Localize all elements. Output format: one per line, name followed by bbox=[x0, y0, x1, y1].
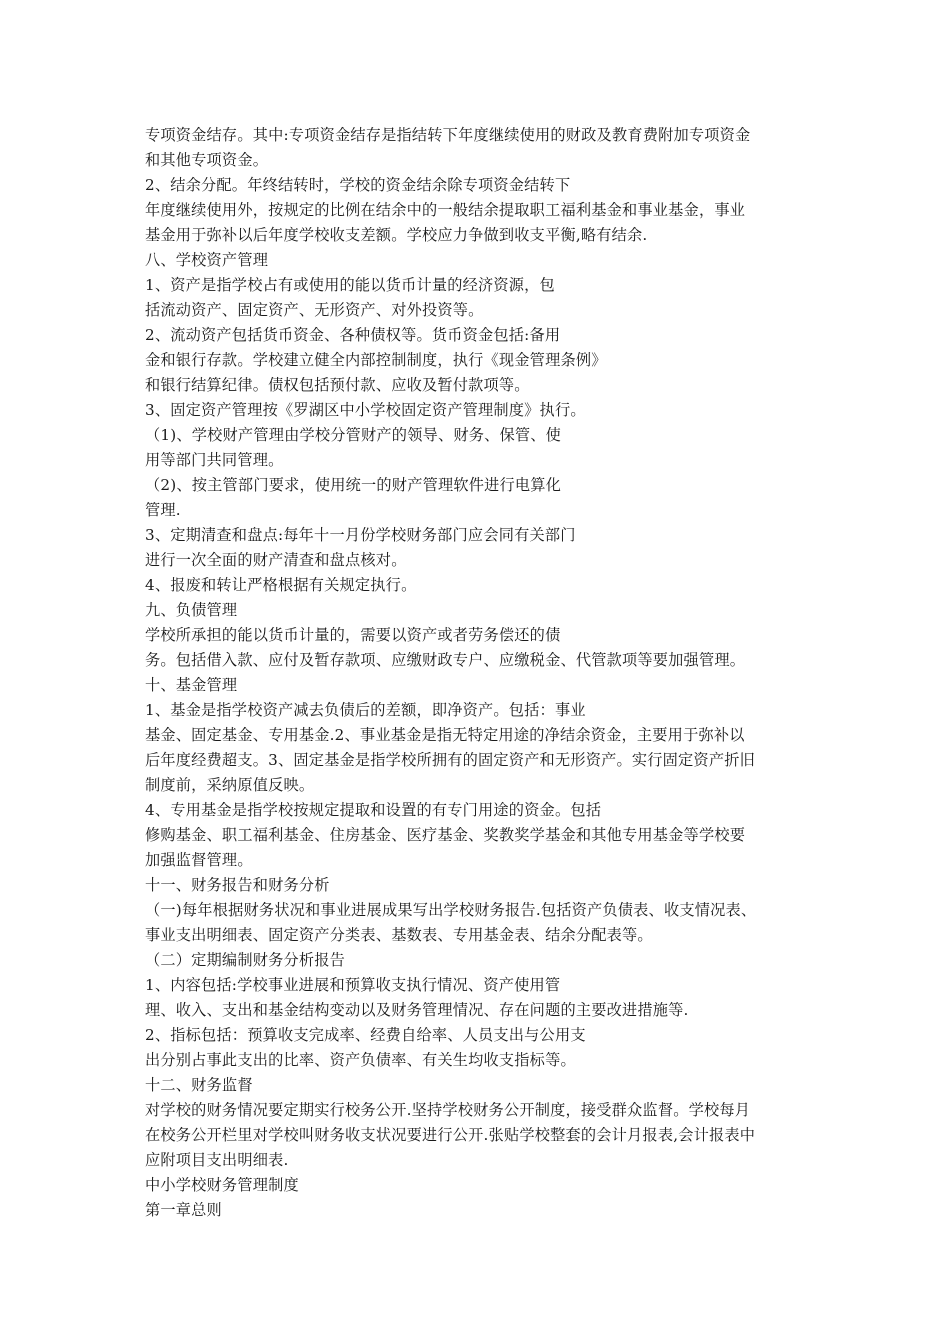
text-line: （一)每年根据财务状况和事业进展成果写出学校财务报告.包括资产负债表、收支情况表、 bbox=[145, 901, 757, 919]
text-line: 和银行结算纪律。债权包括预付款、应收及暂付款项等。 bbox=[145, 376, 530, 394]
text-line: 4、报废和转让严格根据有关规定执行。 bbox=[145, 576, 417, 594]
text-line: 年度继续使用外，按规定的比例在结余中的一般结余提取职工福利基金和事业基金，事业 bbox=[145, 201, 746, 219]
text-line: 进行一次全面的财产清查和盘点核对。 bbox=[145, 551, 407, 569]
text-line: 括流动资产、固定资产、无形资产、对外投资等。 bbox=[145, 301, 484, 319]
text-line: 十一、财务报告和财务分析 bbox=[145, 876, 330, 894]
text-line: 修购基金、职工福利基金、住房基金、医疗基金、奖教奖学基金和其他专用基金等学校要 bbox=[145, 826, 746, 844]
text-line: 出分别占事此支出的比率、资产负债率、有关生均收支指标等。 bbox=[145, 1051, 576, 1069]
text-line: （2)、按主管部门要求，使用统一的财产管理软件进行电算化 bbox=[145, 476, 562, 494]
text-line: 十、基金管理 bbox=[145, 676, 238, 694]
text-line: 理、收入、支出和基金结构变动以及财务管理情况、存在问题的主要改进措施等. bbox=[145, 1001, 689, 1019]
text-line: 对学校的财务情况要定期实行校务公开.坚持学校财务公开制度，接受群众监督。学校每月 bbox=[145, 1101, 751, 1119]
text-line: 1、资产是指学校占有或使用的能以货币计量的经济资源，包 bbox=[145, 276, 555, 294]
text-line: 3、固定资产管理按《罗湖区中小学校固定资产管理制度》执行。 bbox=[145, 401, 586, 419]
text-line: 3、定期清查和盘点:每年十一月份学校财务部门应会同有关部门 bbox=[145, 526, 576, 544]
text-line: 和其他专项资金。 bbox=[145, 151, 269, 169]
text-line: 4、专用基金是指学校按规定提取和设置的有专门用途的资金。包括 bbox=[145, 801, 602, 819]
text-line: 第一章总则 bbox=[145, 1201, 222, 1219]
text-line: 九、负债管理 bbox=[145, 601, 238, 619]
text-line: 1、基金是指学校资产减去负债后的差额，即净资产。包括：事业 bbox=[145, 701, 586, 719]
text-line: 制度前，采纳原值反映。 bbox=[145, 776, 315, 794]
text-line: 加强监督管理。 bbox=[145, 851, 253, 869]
text-line: 中小学校财务管理制度 bbox=[145, 1176, 299, 1194]
text-line: 十二、财务监督 bbox=[145, 1076, 253, 1094]
text-line: 用等部门共同管理。 bbox=[145, 451, 284, 469]
text-line: 2、结余分配。年终结转时，学校的资金结余除专项资金结转下 bbox=[145, 176, 571, 194]
text-line: 务。包括借入款、应付及暂存款项、应缴财政专户、应缴税金、代管款项等要加强管理。 bbox=[145, 651, 746, 669]
text-line: 八、学校资产管理 bbox=[145, 251, 269, 269]
text-line: 1、内容包括:学校事业进展和预算收支执行情况、资产使用管 bbox=[145, 976, 561, 994]
text-line: 事业支出明细表、固定资产分类表、基数表、专用基金表、结余分配表等。 bbox=[145, 926, 653, 944]
text-line: 后年度经费超支。3、固定基金是指学校所拥有的固定资产和无形资产。实行固定资产折旧 bbox=[145, 751, 755, 769]
text-line: 2、指标包括：预算收支完成率、经费自给率、人员支出与公用支 bbox=[145, 1026, 586, 1044]
text-line: 基金用于弥补以后年度学校收支差额。学校应力争做到收支平衡,略有结余. bbox=[145, 226, 648, 244]
text-line: 2、流动资产包括货币资金、各种债权等。货币资金包括:备用 bbox=[145, 326, 561, 344]
text-line: 基金、固定基金、专用基金.2、事业基金是指无特定用途的净结余资金，主要用于弥补以 bbox=[145, 726, 745, 744]
text-line: 在校务公开栏里对学校叫财务收支状况要进行公开.张贴学校整套的会计月报表,会计报表中 bbox=[145, 1126, 756, 1144]
text-line: （二）定期编制财务分析报告 bbox=[145, 951, 346, 969]
document-body bbox=[145, 123, 835, 1223]
text-line: （1)、学校财产管理由学校分管财产的领导、财务、保管、使 bbox=[145, 426, 562, 444]
text-line: 学校所承担的能以货币计量的，需要以资产或者劳务偿还的债 bbox=[145, 626, 561, 644]
text-line: 专项资金结存。其中:专项资金结存是指结转下年度继续使用的财政及教育费附加专项资金 bbox=[145, 126, 751, 144]
text-line: 应附项目支出明细表. bbox=[145, 1151, 289, 1169]
text-line: 管理. bbox=[145, 501, 181, 519]
text-line: 金和银行存款。学校建立健全内部控制制度，执行《现金管理条例》 bbox=[145, 351, 607, 369]
